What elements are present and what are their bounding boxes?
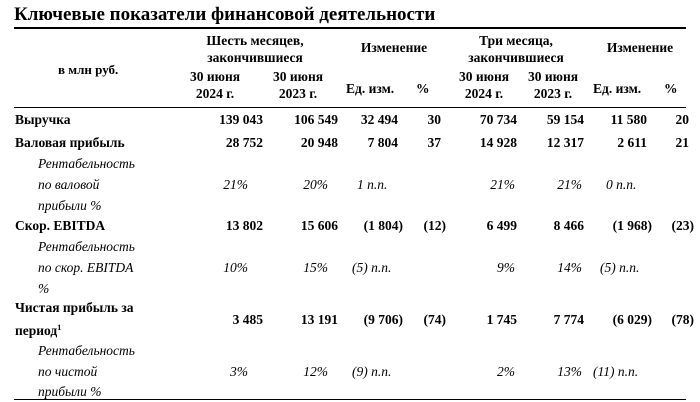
- cell-six-2023: 20%: [303, 177, 328, 192]
- row-label-text: период: [15, 323, 58, 338]
- cell-three-2024: 9%: [497, 260, 515, 275]
- cell-six-change: (5) п.п.: [352, 260, 392, 275]
- col-header-line: 30 июня: [458, 69, 510, 84]
- cell-three-2024: 1 745: [486, 312, 517, 327]
- cell-six-change: (9 706): [363, 312, 403, 327]
- col-header-line: 2023 г.: [278, 86, 318, 101]
- cell-three-change: (6 029): [612, 312, 652, 327]
- cell-three-2024: 2%: [497, 364, 515, 379]
- row-label-line: по скор. EBITDA: [38, 260, 134, 275]
- cell-six-2024: 3 485: [232, 312, 263, 327]
- cell-six-pct: (74): [423, 312, 446, 327]
- row-label-line: Чистая прибыль за: [15, 300, 134, 315]
- cell-six-2024: 3%: [230, 364, 248, 379]
- cell-six-change: 32 494: [360, 112, 398, 127]
- cell-six-pct: 30: [427, 112, 441, 127]
- cell-six-change: 7 804: [367, 135, 398, 150]
- cell-six-pct: 37: [427, 135, 441, 150]
- cell-six-2024: 10%: [223, 260, 248, 275]
- col-header-line: 30 июня: [527, 69, 579, 84]
- cell-three-pct: 21: [675, 135, 689, 150]
- cell-three-2024: 70 734: [479, 112, 517, 127]
- col-header-2023-three: [518, 68, 588, 102]
- three-months-line1: Три месяца,: [479, 33, 553, 48]
- cell-six-2023: 106 549: [294, 112, 338, 127]
- cell-three-change: (11) п.п.: [593, 364, 639, 379]
- cell-three-2024: 14 928: [479, 135, 517, 150]
- cell-three-pct: 20: [675, 112, 689, 127]
- six-months-line2: закончившиеся: [207, 50, 303, 65]
- cell-six-2023: 13 191: [300, 312, 338, 327]
- row-label-line: по чистой: [38, 364, 98, 379]
- cell-six-change: (1 804): [363, 218, 403, 233]
- cell-three-2023: 21%: [557, 177, 582, 192]
- abs-unit-header-six: Ед. изм.: [346, 81, 395, 96]
- cell-three-2023: 12 317: [546, 135, 584, 150]
- row-label-line: Рентабельность: [38, 343, 135, 358]
- row-label-line: %: [38, 281, 50, 296]
- pct-header-three: %: [664, 81, 678, 96]
- col-header-2024-six: [170, 68, 260, 102]
- cell-six-2024: 21%: [223, 177, 248, 192]
- col-header-line: 2024 г.: [195, 86, 235, 101]
- cell-three-pct: (23): [671, 218, 694, 233]
- row-label: Выручка: [15, 112, 71, 127]
- cell-six-2023: 15%: [303, 260, 328, 275]
- row-label: Валовая прибыль: [15, 135, 125, 150]
- cell-three-2023: 13%: [557, 364, 582, 379]
- col-header-line: 30 июня: [189, 69, 241, 84]
- page-title: Ключевые показатели финансовой деятельности: [14, 4, 436, 25]
- col-header-2023-six: [258, 68, 338, 102]
- cell-six-change: (9) п.п.: [352, 364, 392, 379]
- col-header-line: 30 июня: [272, 69, 324, 84]
- table-bottom-rule: [14, 399, 686, 400]
- cell-six-change: 1 п.п.: [357, 177, 388, 192]
- cell-three-change: 2 611: [617, 135, 647, 150]
- row-label-line: Рентабельность: [38, 156, 135, 171]
- title-underline: [14, 27, 686, 29]
- cell-six-2024: 13 802: [225, 218, 263, 233]
- row-label-line: прибыли %: [38, 198, 102, 213]
- abs-unit-header-three: Ед. изм.: [593, 81, 642, 96]
- cell-six-2024: 28 752: [225, 135, 263, 150]
- cell-six-2023: 20 948: [300, 135, 338, 150]
- cell-three-2024: 21%: [490, 177, 515, 192]
- cell-three-change: 11 580: [610, 112, 647, 127]
- col-header-2024-three: [450, 68, 518, 102]
- change-header-three: Изменение: [606, 40, 674, 55]
- cell-six-2024: 139 043: [219, 112, 263, 127]
- cell-three-2023: 14%: [557, 260, 582, 275]
- cell-six-2023: 12%: [303, 364, 328, 379]
- cell-three-2023: 8 466: [553, 218, 584, 233]
- cell-six-pct: (12): [423, 218, 446, 233]
- row-label-line: [15, 318, 61, 340]
- cell-three-2024: 6 499: [486, 218, 517, 233]
- pct-header-six: %: [416, 81, 430, 96]
- row-label-line: Рентабельность: [38, 239, 135, 254]
- cell-three-change: 0 п.п.: [606, 177, 637, 192]
- cell-three-change: (1 968): [612, 218, 652, 233]
- change-header-six: Изменение: [360, 40, 428, 55]
- cell-six-2023: 15 606: [300, 218, 338, 233]
- cell-three-pct: (78): [671, 312, 694, 327]
- unit-label: в млн руб.: [58, 62, 119, 77]
- three-months-header: [446, 32, 586, 66]
- row-label: Скор. EBITDA: [15, 218, 106, 233]
- cell-three-2023: 59 154: [546, 112, 584, 127]
- col-header-line: 2024 г.: [464, 86, 504, 101]
- six-months-line1: Шесть месяцев,: [206, 33, 304, 48]
- footnote-marker: 1: [57, 323, 62, 332]
- cell-three-2023: 7 774: [553, 312, 584, 327]
- row-label-line: по валовой: [38, 177, 100, 192]
- header-divider: [14, 107, 686, 108]
- col-header-line: 2023 г.: [533, 86, 573, 101]
- row-label-line: прибыли %: [38, 384, 102, 399]
- six-months-header: [170, 32, 340, 66]
- cell-three-change: (5) п.п.: [600, 260, 640, 275]
- three-months-line2: закончившиеся: [468, 50, 564, 65]
